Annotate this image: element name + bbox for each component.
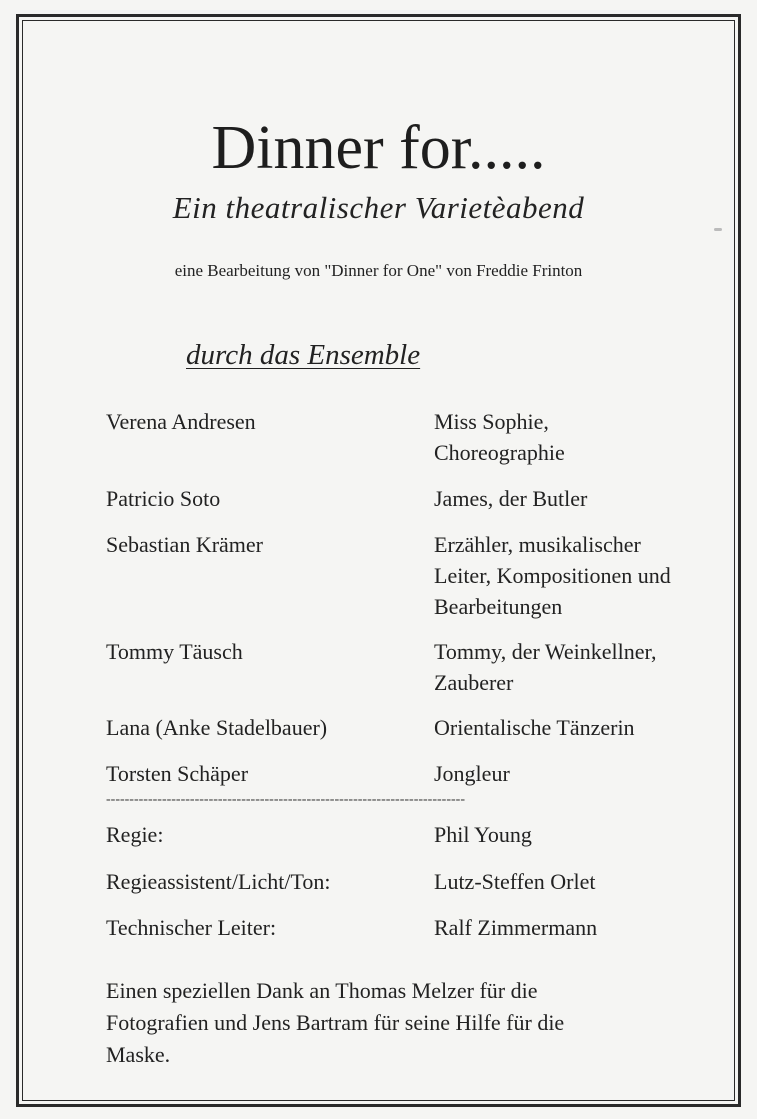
- crew-function: Technischer Leiter:: [106, 915, 277, 940]
- crew-name: Ralf Zimmermann: [434, 915, 598, 940]
- cast-name: Verena Andresen: [106, 409, 256, 434]
- cast-role: Miss Sophie, Choreographie: [434, 409, 565, 465]
- page-subtitle: Ein theatralischer Varietèabend: [172, 190, 585, 225]
- cast-role: Jongleur: [434, 761, 510, 786]
- cast-role: Orientalische Tänzerin: [434, 715, 635, 740]
- cast-name: Torsten Schäper: [106, 761, 249, 786]
- crew-name: Lutz-Steffen Orlet: [434, 869, 596, 894]
- acknowledgements: Einen speziellen Dank an Thomas Melzer für die Fotografien und Jens Bartram für seine Hilfe für die Maske.: [106, 978, 565, 1067]
- crew-name: Phil Young: [434, 822, 532, 847]
- cast-name: Tommy Täusch: [106, 639, 243, 664]
- cast-name: Lana (Anke Stadelbauer): [106, 715, 328, 740]
- cast-name: Patricio Soto: [106, 486, 221, 511]
- cast-role: Tommy, der Weinkellner, Zauberer: [434, 639, 657, 695]
- cast-role: Erzähler, musikalischer Leiter, Kompositionen und Bearbeitungen: [434, 532, 671, 619]
- cast-role: James, der Butler: [434, 486, 588, 511]
- ensemble-heading: durch das Ensemble: [186, 339, 421, 371]
- crew-function: Regieassistent/Licht/Ton:: [106, 869, 331, 894]
- cast-name: Sebastian Krämer: [106, 532, 263, 557]
- section-divider: -----------------------------------------------------------------------------: [106, 792, 465, 807]
- print-speck: [714, 228, 722, 231]
- crew-function: Regie:: [106, 822, 164, 847]
- page-title: Dinner for.....: [211, 114, 546, 182]
- adaptation-credit: eine Bearbeitung von "Dinner for One" von Freddie Frinton: [174, 261, 583, 280]
